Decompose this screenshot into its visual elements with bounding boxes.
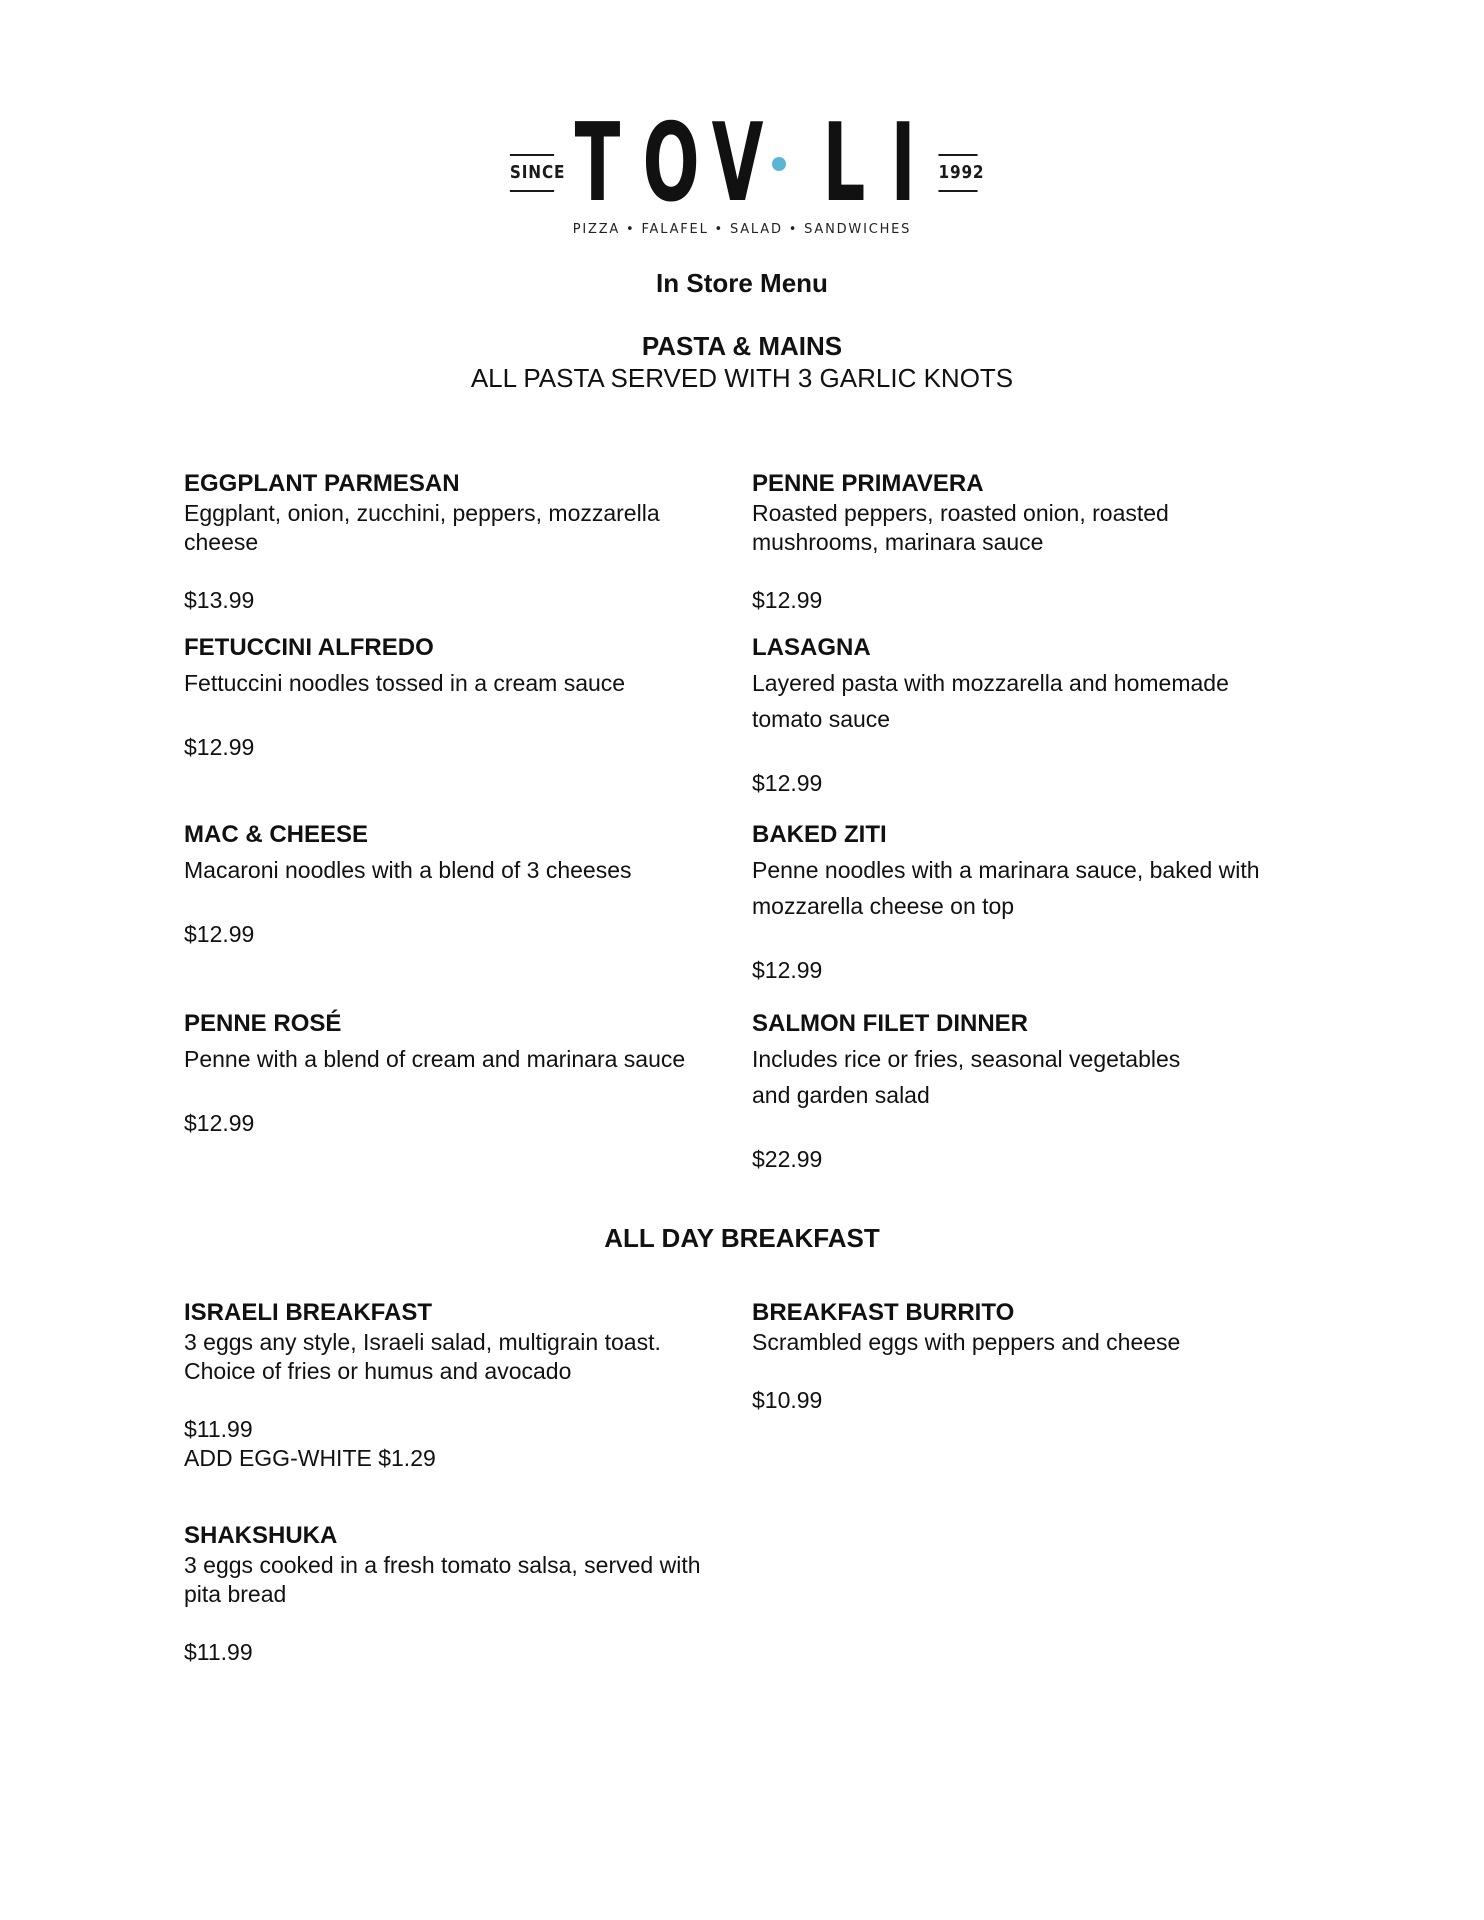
item-name: MAC & CHEESE (184, 821, 369, 848)
item-description: and garden salad (752, 1082, 930, 1108)
logo-year: 1992 (938, 154, 977, 192)
item-price: $12.99 (752, 770, 823, 796)
menu-item-salmon-filet-dinner (752, 1009, 1312, 1174)
logo-dot-icon (772, 157, 786, 171)
item-description: Roasted peppers, roasted onion, roasted (752, 500, 1169, 526)
logo-letter: V (711, 101, 764, 226)
item-price: $12.99 (752, 587, 823, 613)
item-price: $13.99 (184, 587, 255, 613)
item-description: pita bread (184, 1581, 287, 1607)
item-name: LASAGNA (752, 634, 871, 661)
pasta-section-subtitle: ALL PASTA SERVED WITH 3 GARLIC KNOTS (470, 363, 1014, 393)
item-description: 3 eggs cooked in a fresh tomato salsa, served with (184, 1552, 701, 1578)
menu-item-shakshuka (184, 1521, 744, 1667)
item-price: $12.99 (184, 1110, 255, 1136)
item-name: ISRAELI BREAKFAST (184, 1299, 433, 1326)
item-addon: ADD EGG-WHITE $1.29 (184, 1445, 436, 1471)
logo-since: SINCE (510, 154, 554, 192)
tovli-logo (0, 101, 1484, 248)
item-name: PENNE ROSÉ (184, 1010, 342, 1037)
item-description: Layered pasta with mozzarella and homemade (752, 670, 1229, 696)
logo-letter: O (642, 101, 700, 226)
menu-item-penne-primavera (752, 469, 1312, 615)
item-price: $12.99 (752, 957, 823, 983)
menu-item-eggplant-parmesan (184, 469, 744, 615)
item-description: Penne with a blend of cream and marinara sauce (184, 1046, 686, 1072)
item-description: cheese (184, 529, 259, 555)
menu-item-lasagna (752, 633, 1312, 798)
logo-letter: L (822, 101, 865, 226)
item-name: BAKED ZITI (752, 821, 887, 848)
item-description: Penne noodles with a marinara sauce, baked with (752, 857, 1260, 883)
menu-item-breakfast-burrito (752, 1298, 1312, 1415)
item-description: 3 eggs any style, Israeli salad, multigrain toast. (184, 1329, 661, 1355)
item-description: Fettuccini noodles tossed in a cream sauce (184, 670, 626, 696)
logo-wordmark (567, 101, 923, 226)
item-description: Eggplant, onion, zucchini, peppers, mozzarella (184, 500, 660, 526)
item-price: $10.99 (752, 1387, 823, 1413)
logo-letter: T (574, 101, 621, 226)
item-price: $12.99 (184, 734, 255, 760)
item-name: EGGPLANT PARMESAN (184, 470, 460, 497)
logo-tagline: PIZZA • FALAFEL • SALAD • SANDWICHES (572, 222, 912, 237)
menu-title: In Store Menu (656, 268, 828, 298)
item-description: mozzarella cheese on top (752, 893, 1015, 919)
item-name: BREAKFAST BURRITO (752, 1299, 1015, 1326)
item-description: Macaroni noodles with a blend of 3 cheeses (184, 857, 632, 883)
item-price: $22.99 (752, 1146, 823, 1172)
menu-item-fetuccini-alfredo (184, 633, 744, 762)
item-description: mushrooms, marinara sauce (752, 529, 1044, 555)
item-name: PENNE PRIMAVERA (752, 470, 984, 497)
menu-item-israeli-breakfast (184, 1298, 744, 1473)
item-description: Scrambled eggs with peppers and cheese (752, 1329, 1181, 1355)
item-price: $11.99 (184, 1416, 253, 1442)
item-description: tomato sauce (752, 706, 891, 732)
breakfast-section-title: ALL DAY BREAKFAST (604, 1223, 880, 1253)
item-description: Choice of fries or humus and avocado (184, 1358, 572, 1384)
menu-item-penne-rose (184, 1009, 744, 1138)
item-name: FETUCCINI ALFREDO (184, 634, 434, 661)
item-price: $12.99 (184, 921, 255, 947)
item-description: Includes rice or fries, seasonal vegetables (752, 1046, 1181, 1072)
logo-letter: I (890, 101, 916, 226)
item-name: SALMON FILET DINNER (752, 1010, 1028, 1037)
item-price: $11.99 (184, 1639, 253, 1665)
menu-item-mac-and-cheese (184, 820, 744, 949)
pasta-section-title: PASTA & MAINS (641, 331, 843, 361)
item-name: SHAKSHUKA (184, 1522, 338, 1549)
menu-item-baked-ziti (752, 820, 1312, 985)
